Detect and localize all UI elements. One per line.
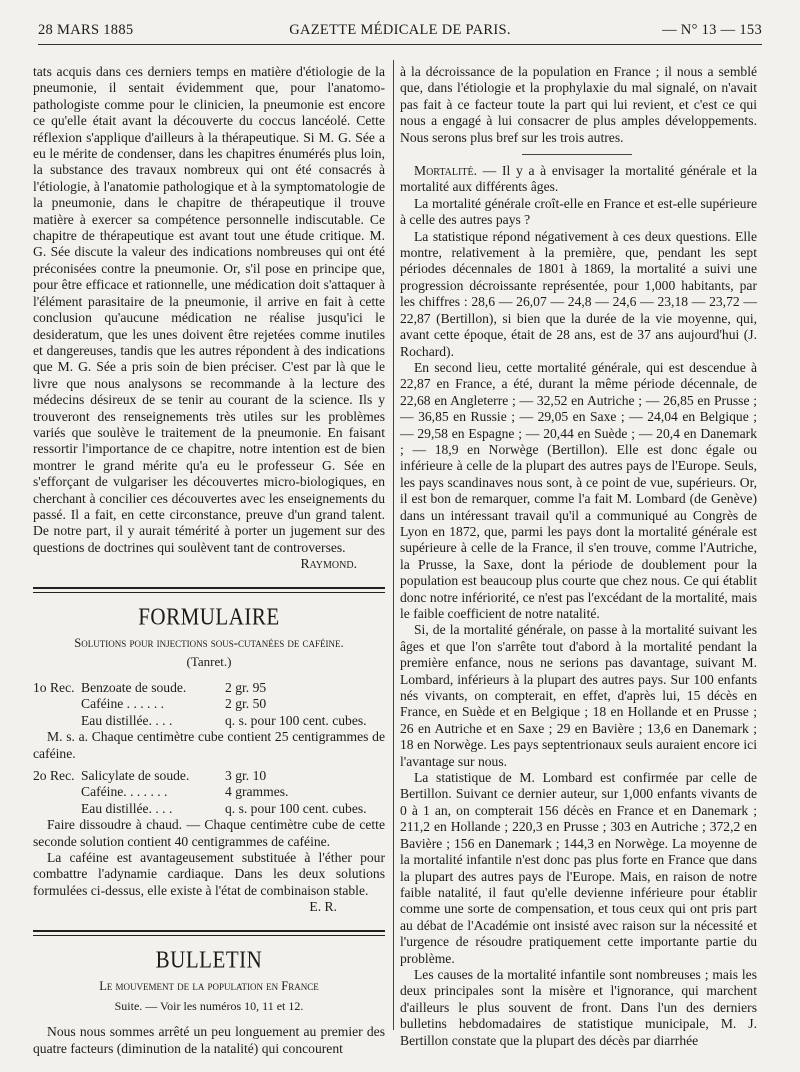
bulletin-suite: Suite. — Voir les numéros 10, 11 et 12. [114,998,304,1013]
recipe-note: La caféine est avantageusement substituée à l'éther pour combattre l'adynamie cardiaque. Dans les deux solutions formulées ci-dessus, elle existe à l'état de combinaison stable. [33,850,385,898]
recipe-line [33,801,385,817]
paragraph-rule [522,154,632,155]
formulaire-signature: E. R. [309,899,337,915]
recipe-note: M. s. a. Chaque centimètre cube contient 25 centigrammes de caféine. [33,729,385,761]
recipe-ingredient: Salicylate de soude. [81,768,190,784]
header-rule [38,44,762,45]
section-rule [33,930,385,936]
column-divider [393,60,394,1030]
recipe-line [33,713,385,729]
bulletin-paragraph: La mortalité générale croît-elle en France et est-elle supérieure à celle des autres pays ? [400,195,757,228]
recipe-quantity: 2 gr. 95 [225,680,267,695]
recipe-line [33,696,385,712]
recipe-1 [33,680,385,729]
section-title-bulletin: BULLETIN [155,944,263,973]
bulletin-paragraph: La statistique répond négativement à ces deux questions. Elle montre, relativement à la première, que, pendant les sept périodes décennales de 1801 à 1869, la mortalité a suivi une progression décroissante représentée, pour 1,000 habitants, par les chiffres : 28,6 — 26,07 — 24,8 — 24,6 — 23,18 — 23,72 — 22,87 (Bertillon), si bien que la durée de la vie moyenne, qui, avant cette époque, était de 28 ans, est de 37 ans aujourd'hui (J. Rochard). [400,228,757,359]
page-header [38,22,762,42]
recipe-label: 2o Rec. [33,768,75,784]
formulaire-author: (Tanret.) [186,653,232,669]
recipe-ingredient: Eau distillée. . . . [81,800,173,816]
recipe-line [33,768,385,784]
bulletin-paragraph: à la décroissance de la population en France ; il nous a semblé que, dans l'étiologie et la prophylaxie du mal signalé, on n'avait pas fait à ce facteur toute la part qui lui revient, et c'est ce qui nous a engagé à lui consacrer de plus amples développements. Nous serons plus bref sur les trois autres. [400,64,757,145]
formulaire-subheading: Solutions pour injections sous-cutanées de caféine. [74,635,344,650]
right-column [400,64,757,1049]
recipe-quantity: 4 grammes. [225,784,289,800]
recipe-label [33,713,81,729]
recipe-line [33,680,385,696]
bulletin-paragraph: En second lieu, cette mortalité générale, qui est descendue à 22,87 en France, a été, durant la même période décennale, de 22,68 en Angleterre ; — 32,52 en Autriche ; — 26,85 en Prusse ; — 36,85 en Russie ; — 29,05 en Saxe ; — 24,04 en Belgique ; — 29,58 en Espagne ; — 20,44 en Suède ; — 20,4 en Danemark ; — 18,9 en Norwège (Bertillon). Elle est donc égale ou inférieure à celle de la plupart des autres pays de l'Europe. Seuls, les pays scandinaves nous sont, à ce point de vue, supérieurs. Or, il est bon de remarquer, comme l'a fait M. Lombard (de Genève) dans un intéressant travail qu'il a communiqué au Congrès de Lyon en 1872, que, parmi les pays dont la mortalité générale est supérieure à celle de la France, il s'en trouve, comme l'Autriche, la Prusse, la Saxe, dont la période de doublement pour la population est beaucoup plus courte que chez nous. Ce qui établit donc notre infériorité, ce n'est pas l'excédant de la mortalité, mais le faible coefficient de notre natalité. [400,359,757,621]
recipe-quantity: q. s. pour 100 cent. cubes. [225,800,367,816]
recipe-2 [33,768,385,817]
section-rule [33,587,385,593]
recipe-ingredient: Caféine . . . . . . [81,696,165,712]
issue-date: 28 MARS 1885 [38,22,134,38]
recipe-quantity: 3 gr. 10 [225,768,267,784]
review-paragraph: tats acquis dans ces derniers temps en matière d'étiologie de la pneumonie, il sentait évidemment que, pour l'anatomo-pathologiste comme pour le clinicien, la pneumonie est encore ce qu'elle était avant la découverte du coccus lancéolé. Cette réflexion s'applique d'ailleurs à la thérapeutique. Si M. G. Sée a eu le mérite de condenser, dans les chapitres énumérés plus loin, la substance des travaux nombreux qui ont été consacrés à l'étiologie, à l'anatomie pathologique et à la symptomatologie de la pneumonie, dans le chapitre de thérapeutique il trouve matière à exercer sa compétence personnelle indiscutable. Ce chapitre de thérapeutique est avant tout une étude critique. M. G. Sée discute la valeur des indications nombreuses qui ont été préconisées contre la pneumonie. Or, s'il pose en principe que, pour être efficace et rationnelle, une médication doit s'attaquer à l'élément parasitaire de la pneumonie, il arrive en fait à cette conclusion qu'aucune médication ne réalise jusqu'ici le desideratum, que les unes doivent être rejetées comme inutiles et dangereuses, tandis que les autres répondent à des indications que M. G. Sée a pris soin de bien préciser. C'est par là que le livre que nous analysons se recommande à la lecture des médecins désireux de se tenir au courant de la science. Ils y trouveront des renseignements très utiles sur les problèmes variés que soulève le traitement de la pneumonie. En faisant ressortir l'importance de ce chapitre, notre intention est de bien montrer le grand mérite qu'a eu le professeur G. Sée en s'efforçant de vulgariser les découvertes micro-biologiques, en cherchant à concilier ces découvertes avec les enseignements du passé. Il a fait, en cette circonstance, preuve d'un grand talent. De notre part, il y aurait témérité à porter un jugement sur des questions de doctrines qui soulèvent tant de controverses. [33,64,385,555]
mortalite-lead: Mortalité. [414,163,477,179]
recipe-label [33,784,81,800]
section-title-formulaire: FORMULAIRE [138,601,280,630]
recipe-note: Faire dissoudre à chaud. — Chaque centimètre cube de cette seconde solution contient 40 centigrammes de caféine. [33,817,385,849]
recipe-quantity: 2 gr. 50 [225,696,267,712]
bulletin-paragraph: La statistique de M. Lombard est confirmée par celle de Bertillon. Suivant ce dernier auteur, sur 1,000 enfants vivants de 0 à 1 an, on compterait 156 décès en France et en Danemark ; 211,2 en Hollande ; 220,3 en Prusse ; 303 en Autriche ; 372,2 en Bavière ; 156 en Danemark ; 144,3 en Norwège. La moyenne de la mortalité infantile n'est donc pas plus forte en France que dans la plupart des autres pays de l'Europe. Mais, en raison de notre faible natalité, il faut qu'elle devienne inférieure pour établir comme une sorte de compensation, et tous ceux qui ont pris part au débat de l'Académie ont insisté avec raison sur la nécessité et l'urgence de résoudre pratiquement cette importante partie du problème. [400,770,757,966]
bulletin-paragraph: Si, de la mortalité générale, on passe à la mortalité suivant les âges et que l'on s'arrête tout d'abord à la mortalité pendant la première enfance, nous ne serions pas davantage, suivant M. Lombard, inférieurs à la plupart des autres pays. Sur 100 enfants nés vivants, on compterait, en effet, d'après lui, 15 décès en France, en Suède et en Belgique ; 18 en Hollande et en Prusse ; 26 en Autriche et en Saxe ; 29 en Bavière ; 13,6 en Danemark ; 18 en Norwège. Les pays septentrionaux seuls auraient encore ici l'avantage sur nous. [400,622,757,769]
recipe-ingredient: Benzoate de soude. [81,680,187,695]
recipe-quantity: q. s. pour 100 cent. cubes. [225,712,367,728]
recipe-ingredient: Caféine. . . . . . . [81,784,168,800]
recipe-ingredient: Eau distillée. . . . [81,712,173,728]
page-number: — N° 13 — 153 [662,22,762,38]
recipe-label: 1o Rec. [33,680,75,695]
bulletin-paragraph: Nous nous sommes arrêté un peu longuement au premier des quatre facteurs (diminution de la natalité) qui concourent [33,1024,385,1056]
journal-title: GAZETTE MÉDICALE DE PARIS. [289,22,511,38]
bulletin-paragraph [400,163,757,196]
signature: Raymond. [300,556,357,572]
bulletin-subheading: Le mouvement de la population en France [99,978,319,993]
recipe-line [33,784,385,800]
recipe-label [33,696,81,712]
recipe-label [33,801,81,817]
mortalite-text: — Il y a à envisager la mortalité générale et la mortalité aux différents âges. [400,163,757,195]
left-column [33,64,385,1057]
bulletin-paragraph: Les causes de la mortalité infantile sont nombreuses ; mais les deux principales sont la misère et l'ignorance, qui marchent d'ailleurs le plus souvent de front. Dans l'un des derniers bulletins hebdomadaires de statistique municipale, M. J. Bertillon constate que la plupart des décès par diarrhée [400,966,757,1048]
